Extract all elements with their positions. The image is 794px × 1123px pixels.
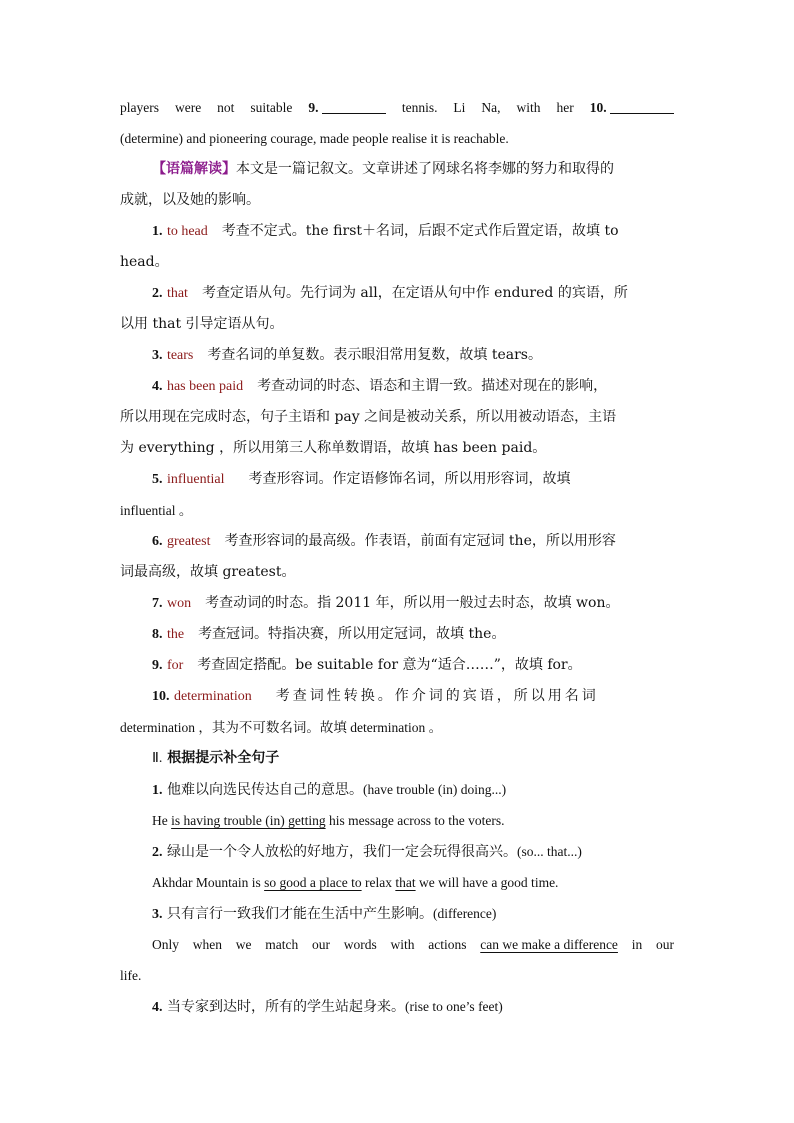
hint: (have trouble (in) doing...)	[362, 782, 507, 797]
document-page	[120, 92, 674, 1022]
answer-item-5-cont: influential 。	[120, 503, 193, 518]
hint: (difference)	[432, 906, 497, 921]
answer-blank-10[interactable]	[610, 97, 674, 114]
passage-word: her	[556, 100, 574, 115]
answer-text: determination	[173, 689, 252, 704]
blank-number-10: 10.	[589, 100, 607, 115]
analysis-label: 【语篇解读】	[152, 161, 236, 177]
sentence-item-3: 3. 只有言行一致我们才能在生活中产生影响。(difference)	[152, 906, 497, 922]
answer-text: that	[166, 286, 188, 301]
passage-word: suitable	[250, 100, 293, 115]
answer-item-2: 2. that 考查定语从句。先行词为 all，在定语从句中作 endured 的宾语，所	[152, 285, 628, 301]
passage-word: Li	[453, 100, 466, 115]
answer-text: influential	[166, 472, 225, 487]
analysis-line-1: 【语篇解读】本文是一篇记叙文。文章讲述了网球名将李娜的努力和取得的	[152, 161, 614, 177]
passage-word: players	[120, 100, 159, 115]
answer-item-6-cont: 词最高级，故填 greatest。	[120, 564, 296, 580]
section-heading	[120, 743, 674, 774]
filled-answer: so good a place to	[264, 875, 362, 890]
answer-item-3: 3. tears 考查名词的单复数。表示眼泪常用复数，故填 tears。	[152, 347, 542, 363]
answer-item-8: 8. the 考查冠词。特指决赛，所以用定冠词，故填 the。	[152, 626, 506, 642]
section-title: 根据提示补全句子	[167, 750, 280, 766]
answer-item-7: 7. won 考查动词的时态。指 2011 年，所以用一般过去时态，故填 won。	[152, 595, 620, 611]
analysis-line-2: 成就，以及她的影响。	[120, 192, 260, 208]
hint: (rise to one’s feet)	[404, 999, 503, 1014]
answer-item-4-cont: 为 everything ，所以用第三人称单数谓语，故填 has been paid。	[120, 440, 547, 456]
answer-text: greatest	[166, 534, 211, 549]
answer-item-10-cont: determination ，其为不可数名词。故填 determination 。	[120, 720, 443, 735]
filled-answer: that	[395, 875, 416, 890]
sentence-answer-3-cont: life.	[120, 968, 142, 983]
answer-text: won	[166, 596, 192, 611]
sentence-answer-3: Only when we match our words with actions can we make a difference in our	[120, 929, 674, 960]
passage-line-1	[120, 92, 674, 123]
answer-text: tears	[166, 348, 194, 363]
sentence-item-2: 2. 绿山是一个令人放松的好地方，我们一定会玩得很高兴。(so... that...)	[152, 844, 582, 860]
passage-word: not	[217, 100, 235, 115]
answer-item-9: 9. for 考查固定搭配。be suitable for 意为“适合……”，故填 for。	[152, 657, 582, 673]
answer-item-2-cont: 以用 that 引导定语从句。	[120, 316, 284, 332]
filled-answer: can we make a difference	[480, 937, 618, 952]
sentence-answer-2: Akhdar Mountain is so good a place to relax that we will have a good time.	[152, 875, 559, 890]
answer-item-10: 10. determination 考查词性转换。作介词的宾语，所以用名词	[152, 688, 599, 704]
section-number: Ⅱ.	[152, 751, 163, 766]
answer-item-6: 6. greatest 考查形容词的最高级。作表语，前面有定冠词 the，所以用形容	[152, 533, 616, 549]
blank-number-9: 9.	[308, 100, 319, 115]
passage-word: with	[516, 100, 541, 115]
answer-item-4: 4. has been paid 考查动词的时态、语态和主谓一致。描述对现在的影响，	[152, 378, 608, 394]
answer-item-5: 5. influential 考查形容词。作定语修饰名词，所以用形容词，故填	[152, 471, 571, 487]
answer-item-1-cont: head。	[120, 254, 169, 270]
hint: (so... that...)	[516, 844, 582, 859]
answer-text: to head	[166, 224, 208, 239]
passage-word: tennis.	[401, 100, 438, 115]
answer-item-1: 1. to head 考查不定式。the first＋名词，后跟不定式作后置定语，故填 to	[152, 223, 619, 239]
sentence-answer-1: He is having trouble (in) getting his message across to the voters.	[152, 813, 505, 828]
answer-text: the	[166, 627, 185, 642]
passage-word: were	[174, 100, 202, 115]
passage-word: Na,	[481, 100, 501, 115]
passage-line-2: (determine) and pioneering courage, made people realise it is reachable.	[120, 131, 509, 146]
answer-blank-9[interactable]	[322, 97, 386, 114]
answer-text: has been paid	[166, 379, 244, 394]
answer-item-4-cont: 所以用现在完成时态，句子主语和 pay 之间是被动关系，所以用被动语态，主语	[120, 409, 617, 425]
sentence-item-1: 1. 他难以向选民传达自己的意思。(have trouble (in) doing...)	[152, 782, 507, 798]
answer-text: for	[166, 658, 184, 673]
sentence-item-4: 4. 当专家到达时，所有的学生站起身来。(rise to one’s feet)	[152, 999, 503, 1015]
filled-answer: is having trouble (in) getting	[171, 813, 326, 828]
